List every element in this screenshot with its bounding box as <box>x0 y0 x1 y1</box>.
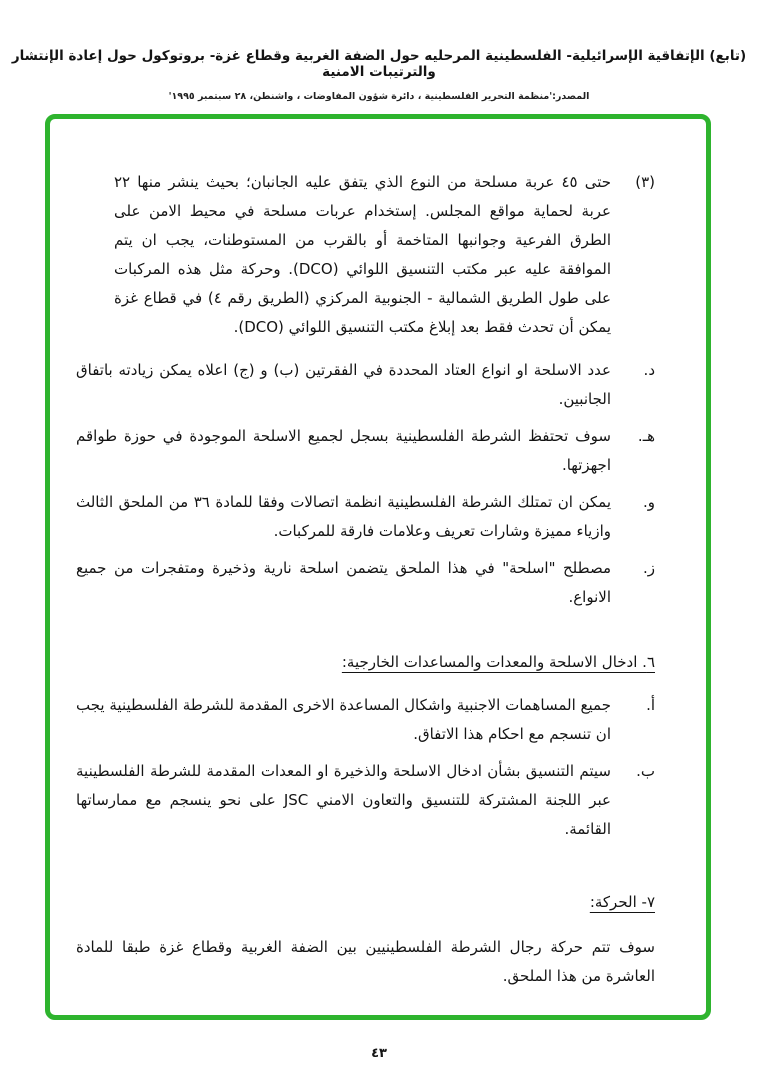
clause-ha <box>76 422 655 480</box>
clause-alef-label: أ. <box>646 696 655 714</box>
section-6-heading-text: ٦. ادخال الاسلحة والمعدات والمساعدات الخارجية: <box>341 653 655 671</box>
clause-waw-label: و. <box>642 493 655 511</box>
document-title: (تابع) الإتفاقية الإسرائيلية- الفلسطينية المرحليه حول الضفة الغربية وقطاع غزة- بروتوكول حول إعادة الإنتشار والترتيبات الامنية <box>11 48 747 80</box>
clause-3-text: حتى ٤٥ عربة مسلحة من النوع الذي يتفق عليه الجانبان؛ بحيث ينشر منها ٢٢ عربة لحماية مواقع المجلس. إستخدام عربات مسلحة في محيط الامن على الطرق الفرعية وجوانبها المتاخمة أو بالقرب من المستوطنات، يجب ان يتم الموافقة عليه عبر مكتب التنسيق اللوائي (DCO). وحركة مثل هذه المركبات على طول الطريق الشمالية - الجنوبية المركزي (الطريق رقم ٤) في قطاع غزة يمكن أن تحدث فقط بعد إبلاغ مكتب التنسيق اللوائي (DCO). <box>114 173 612 336</box>
clause-zay-label: ز. <box>642 559 655 577</box>
clause-waw-text: يمكن ان تمتلك الشرطة الفلسطينية انظمة اتصالات وفقا للمادة ٣٦ من الملحق الثالث وازياء مميزة وشارات تعريف وعلامات فارقة للمركبات. <box>76 493 611 540</box>
clause-ha-label: هـ. <box>637 427 655 445</box>
clause-ba-text: سيتم التنسيق بشأن ادخال الاسلحة والذخيرة او المعدات المقدمة للشرطة الفلسطينية عبر اللجنة المشتركة للتنسيق والتعاون الامني JSC على نحو ينسجم مع ممارساتها القائمة. <box>76 762 611 838</box>
clause-3 <box>76 168 655 342</box>
clause-ha-text: سوف تحتفظ الشرطة الفلسطينية بسجل لجميع الاسلحة الموجودة في حوزة طواقم اجهزتها. <box>76 427 611 474</box>
section-7-heading <box>76 888 655 917</box>
clause-ba-label: ب. <box>636 762 655 780</box>
clause-zay-text: مصطلح "اسلحة" في هذا الملحق يتضمن اسلحة نارية وذخيرة ومتفجرات من جميع الانواع. <box>76 559 611 606</box>
document-header <box>0 48 758 102</box>
page-number: ٤٣ <box>371 1046 387 1061</box>
clause-dal <box>76 356 655 414</box>
clause-waw <box>76 488 655 546</box>
source-line: المصدر:'منظمة التحرير الفلسطينية ، دائرة شؤون المفاوضات ، واشنطن، ٢٨ سبتمبر ١٩٩٥' <box>168 91 590 102</box>
clause-ba <box>76 757 655 844</box>
section-6-heading <box>76 648 655 677</box>
clause-dal-label: د. <box>643 361 655 379</box>
clause-alef-text: جميع المساهمات الاجنبية واشكال المساعدة الاخرى المقدمة للشرطة الفلسطينية يجب ان تنسجم مع احكام هذا الاتفاق. <box>76 696 611 743</box>
clause-zay <box>76 554 655 612</box>
section-7-paragraph: سوف تتم حركة رجال الشرطة الفلسطينيين بين الضفة الغربية وقطاع غزة طبقا للمادة العاشرة من هذا الملحق. <box>76 938 655 985</box>
clause-dal-text: عدد الاسلحة او انواع العتاد المحددة في الفقرتين (ب) و (ج) اعلاه يمكن زيادته باتفاق الجانبين. <box>76 361 611 408</box>
clause-alef <box>76 691 655 749</box>
document-body <box>76 168 655 991</box>
clause-3-label: (٣) <box>635 173 655 191</box>
section-7-heading-text: ٧- الحركة: <box>589 893 655 911</box>
